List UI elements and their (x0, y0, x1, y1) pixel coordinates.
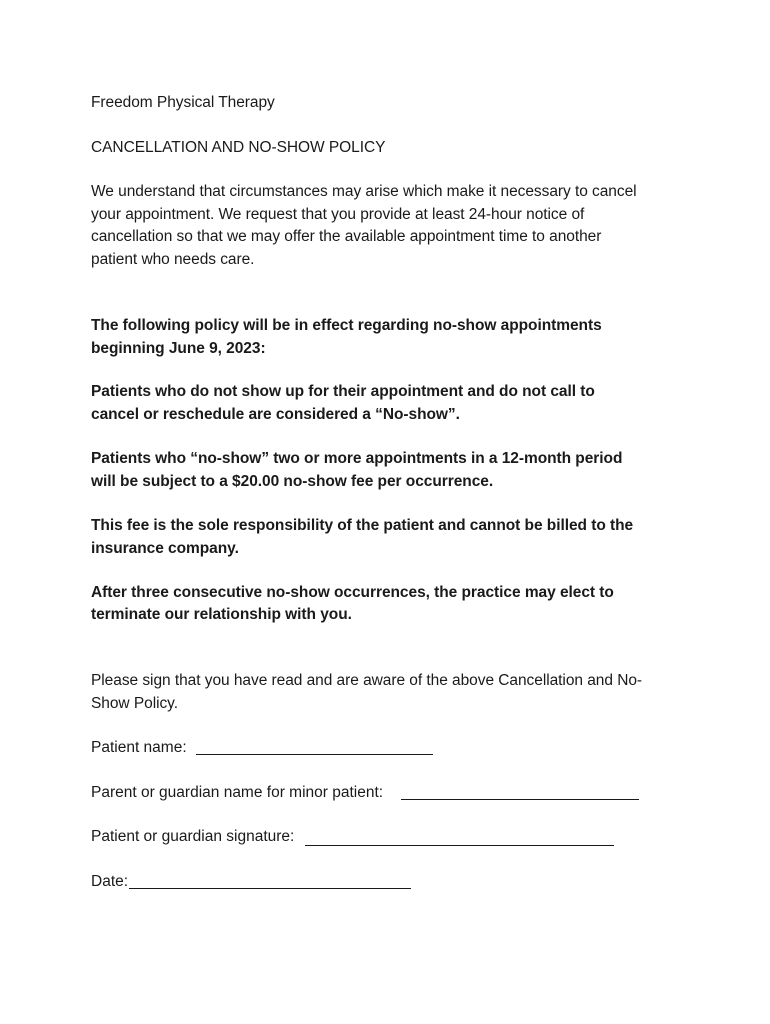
guardian-name-blank[interactable] (401, 799, 639, 800)
organization-name: Freedom Physical Therapy (91, 94, 275, 111)
signature-label: Patient or guardian signature: (91, 828, 295, 845)
intro-line: your appointment. We request that you provide at least 24-hour notice of (91, 206, 585, 223)
policy-effective-line: beginning June 9, 2023: (91, 340, 266, 357)
date-blank[interactable] (129, 888, 411, 889)
signature-blank[interactable] (305, 845, 614, 846)
intro-line: cancellation so that we may offer the available appointment time to another (91, 228, 602, 245)
intro-line: We understand that circumstances may arise which make it necessary to cancel (91, 183, 637, 200)
patient-name-label: Patient name: (91, 739, 187, 756)
policy-title: CANCELLATION AND NO-SHOW POLICY (91, 139, 386, 156)
policy-effective-line: The following policy will be in effect regarding no-show appointments (91, 317, 602, 334)
responsibility-line: insurance company. (91, 540, 239, 557)
intro-line: patient who needs care. (91, 251, 255, 268)
fee-line: will be subject to a $20.00 no-show fee per occurrence. (91, 473, 494, 490)
fee-line: Patients who “no-show” two or more appointments in a 12-month period (91, 450, 623, 467)
sign-request-line: Show Policy. (91, 695, 178, 712)
termination-line: terminate our relationship with you. (91, 606, 352, 623)
date-label: Date: (91, 873, 129, 890)
no-show-definition-line: cancel or reschedule are considered a “No-show”. (91, 406, 460, 423)
patient-name-blank[interactable] (196, 754, 433, 755)
termination-line: After three consecutive no-show occurrences, the practice may elect to (91, 584, 614, 601)
guardian-name-label: Parent or guardian name for minor patient: (91, 784, 384, 801)
responsibility-line: This fee is the sole responsibility of the patient and cannot be billed to the (91, 517, 634, 534)
sign-request-line: Please sign that you have read and are aware of the above Cancellation and No- (91, 672, 643, 689)
no-show-definition-line: Patients who do not show up for their appointment and do not call to (91, 383, 595, 400)
